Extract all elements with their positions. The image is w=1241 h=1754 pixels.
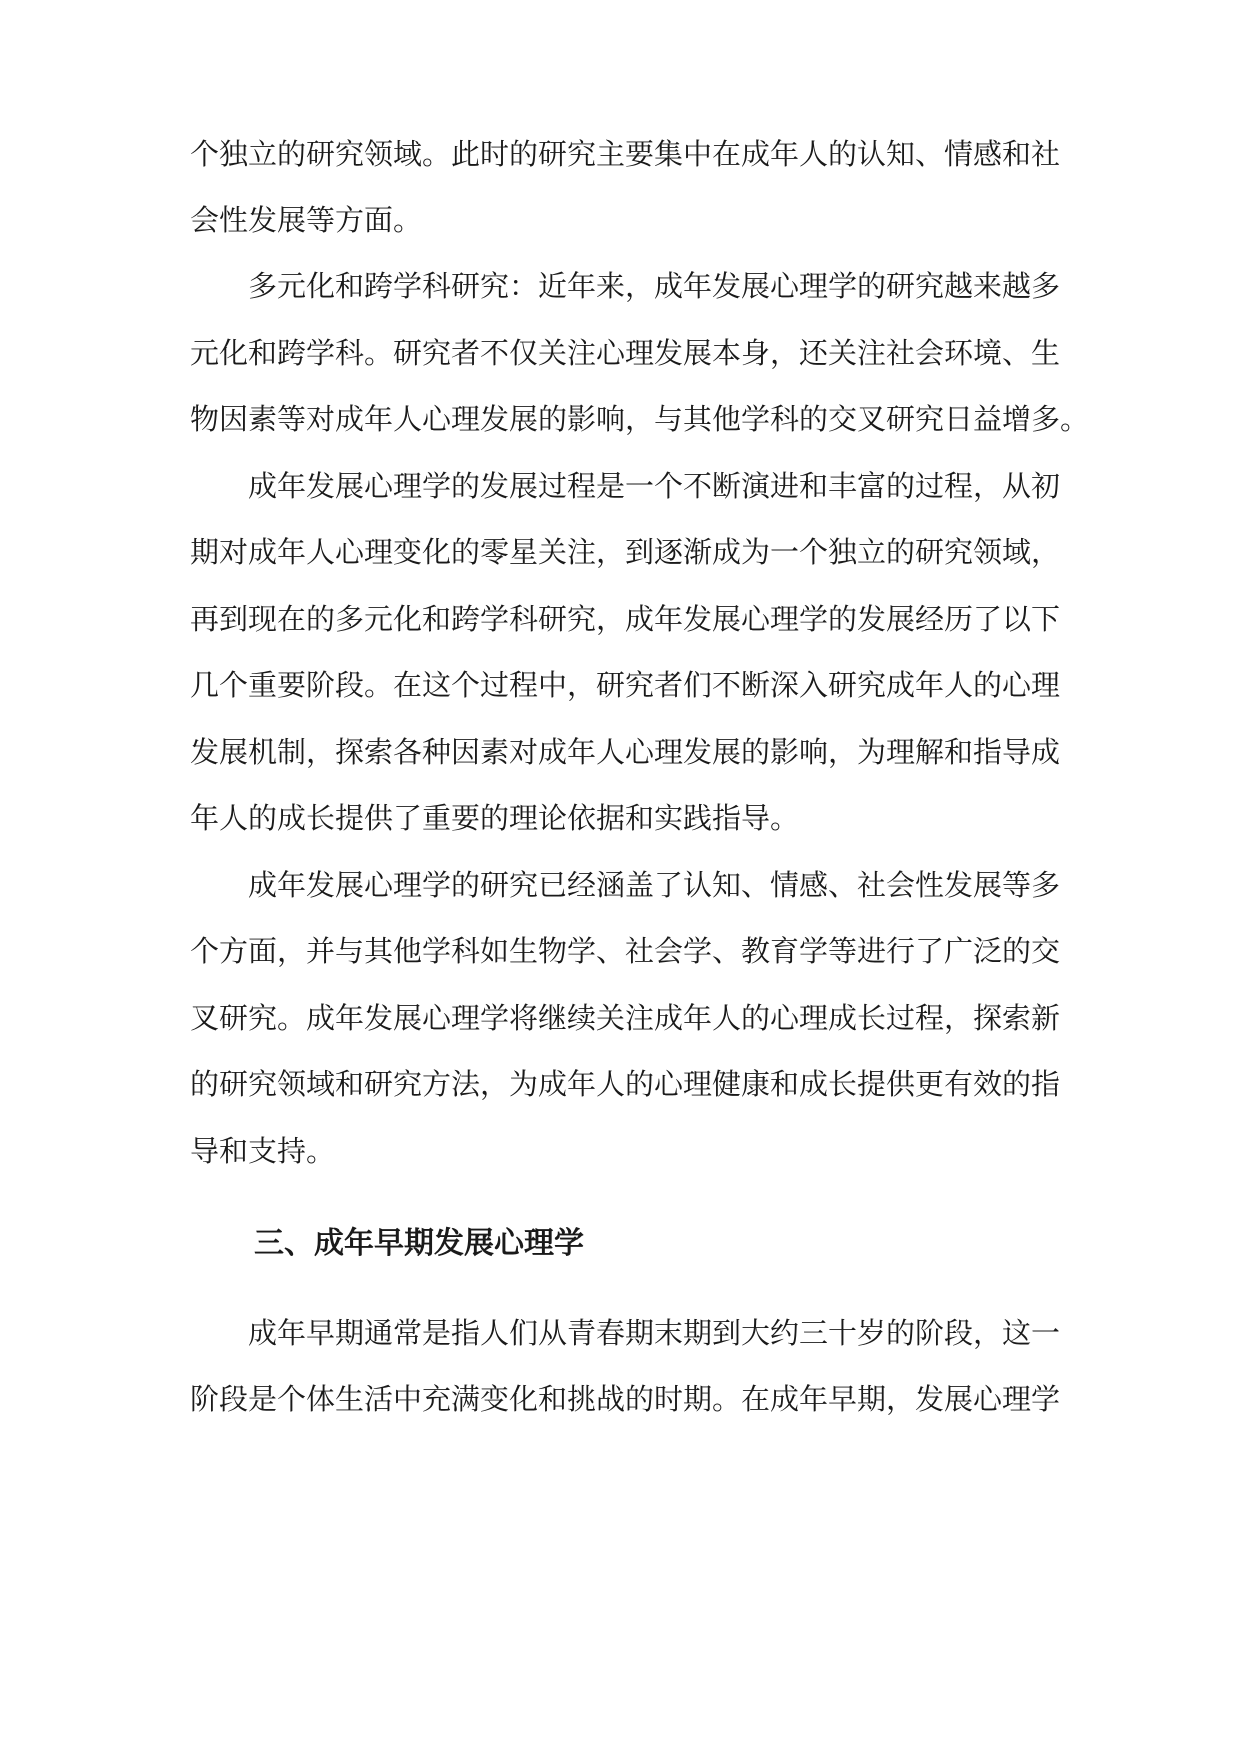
section-paragraph-line-2: 阶段是个体生活中充满变化和挑战的时期。在成年早期，发展心理学 [190, 1382, 1061, 1416]
paragraph-3-line-2: 期对成年人心理变化的零星关注，到逐渐成为一个独立的研究领域， [190, 535, 1061, 569]
paragraph-4-line-1: 成年发展心理学的研究已经涵盖了认知、情感、社会性发展等多 [248, 868, 1061, 902]
paragraph-4-line-5: 导和支持。 [190, 1134, 336, 1168]
paragraph-3-line-3: 再到现在的多元化和跨学科研究，成年发展心理学的发展经历了以下 [190, 602, 1061, 636]
paragraph-1-line-2: 会性发展等方面。 [190, 203, 423, 237]
paragraph-3-line-1: 成年发展心理学的发展过程是一个不断演进和丰富的过程，从初 [248, 469, 1061, 503]
paragraph-4-line-2: 个方面，并与其他学科如生物学、社会学、教育学等进行了广泛的交 [190, 934, 1061, 968]
paragraph-3-line-4: 几个重要阶段。在这个过程中，研究者们不断深入研究成年人的心理 [190, 668, 1061, 702]
paragraph-1-line-1: 个独立的研究领域。此时的研究主要集中在成年人的认知、情感和社 [190, 137, 1061, 171]
paragraph-2-line-1: 多元化和跨学科研究：近年来，成年发展心理学的研究越来越多 [248, 269, 1061, 303]
paragraph-2-line-3: 物因素等对成年人心理发展的影响，与其他学科的交叉研究日益增多。 [190, 402, 1090, 436]
paragraph-4-line-4: 的研究领域和研究方法，为成年人的心理健康和成长提供更有效的指 [190, 1067, 1061, 1101]
paragraph-4-line-3: 叉研究。成年发展心理学将继续关注成年人的心理成长过程，探索新 [190, 1001, 1061, 1035]
section-heading: 三、成年早期发展心理学 [254, 1226, 584, 1261]
section-paragraph-line-1: 成年早期通常是指人们从青春期末期到大约三十岁的阶段，这一 [248, 1316, 1061, 1350]
paragraph-2-line-2: 元化和跨学科。研究者不仅关注心理发展本身，还关注社会环境、生 [190, 336, 1061, 370]
paragraph-3-line-5: 发展机制，探索各种因素对成年人心理发展的影响，为理解和指导成 [190, 735, 1061, 769]
paragraph-3-line-6: 年人的成长提供了重要的理论依据和实践指导。 [190, 801, 800, 835]
